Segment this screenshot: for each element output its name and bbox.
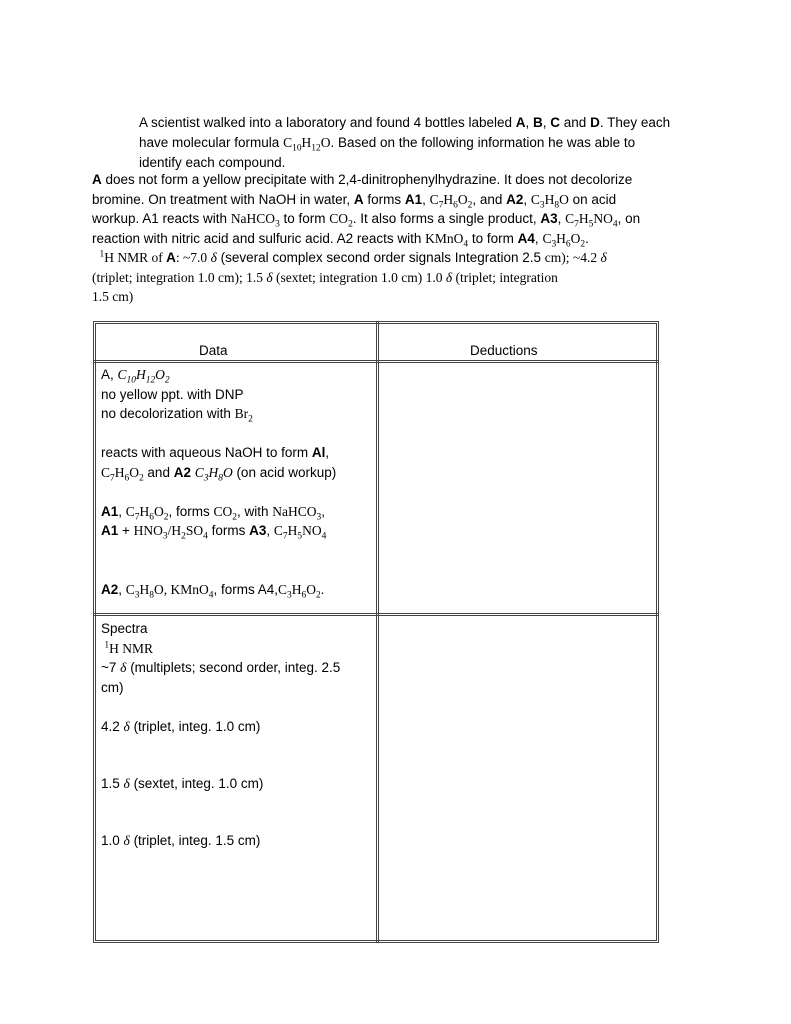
signal-4-2: 4.2 δ (triplet, integ. 1.0 cm) — [101, 718, 261, 734]
paragraph-line-1: A does not form a yellow precipitate with 2,4-dinitrophenylhydrazine. It does not decolorize — [92, 172, 633, 187]
intro-line-3: identify each compound. — [139, 155, 286, 170]
a1-nahco3: A1, $C_7H_6O_2$, forms $CO_2$, with NaHCO$_3$, — [101, 503, 325, 523]
signal-1-5: 1.5 δ (sextet, integ. 1.0 cm) — [101, 775, 264, 791]
problem-paragraph — [92, 170, 712, 307]
a1-nitration: $A1 + HNO_3/H_2SO_4$ forms A3, $C_7H_5NO_4$ — [101, 523, 327, 542]
signal-7-cont: cm) — [101, 679, 124, 695]
column-header-data: Data — [199, 343, 228, 358]
compound-a-formula: A, $C_{10}H_{12}O_2$ — [101, 367, 170, 386]
intro-line-1: A scientist walked into a laboratory and found 4 bottles labeled A, B, C and D. They each — [139, 115, 671, 130]
paragraph-line-5: $^1$H NMR of A: ~7.0 δ (several complex second order signals Integration 2.5 cm); ~4.2 δ — [99, 249, 607, 265]
naoh-products: $C_7H_6O_2$ and A2 $C_3H_8O$ (on acid workup) — [101, 464, 337, 484]
column-header-deductions: Deductions — [470, 343, 538, 358]
signal-1-0: 1.0 δ (triplet, integ. 1.5 cm) — [101, 832, 261, 848]
no-decolorization: no decolorization with $Br_2$ — [101, 406, 253, 425]
signal-7: ~7 δ (multiplets; second order, integ. 2.5 — [101, 660, 341, 675]
paragraph-line-3: workup. A1 reacts with NaHCO$_3$ to form $CO_2$. It also forms a single product, A3, $C_7H_5NO_4$, on — [92, 211, 641, 230]
table-column-divider — [376, 321, 379, 943]
spectra-label: Spectra — [101, 621, 148, 636]
intro-line-2: have molecular formula $C_{10}H_{12}O$. Based on the following information he was able to — [139, 135, 636, 154]
paragraph-line-2: bromine. On treatment with NaOH in water, A forms A1, $C_7H_6O_2$, and A2, $C_3H_8O$ on acid — [92, 191, 617, 211]
data-cell-compound-a — [101, 365, 371, 599]
data-cell-spectra — [101, 619, 371, 850]
intro-paragraph — [139, 113, 709, 173]
a2-oxidation: A2, $C_3H_8O$, KMnO$_4$, forms $A4,C_3H_6O_2$. — [101, 581, 325, 601]
paragraph-line-7: 1.5 cm) — [92, 289, 134, 304]
paragraph-line-4: reaction with nitric acid and sulfuric acid. A2 reacts with KMnO$_4$ to form A4, $C_3H_6O_2$. — [92, 230, 589, 250]
naoh-reaction: reacts with aqueous NaOH to form Al, — [101, 445, 330, 460]
table-row-divider — [93, 613, 659, 616]
paragraph-line-6: (triplet; integration 1.0 cm); 1.5 δ (sextet; integration 1.0 cm) 1.0 δ (triplet; integration — [92, 269, 558, 285]
table-header-divider — [93, 360, 659, 363]
hnmr-label: $^1$H NMR — [104, 640, 153, 656]
no-yellow-ppt: no yellow ppt. with DNP — [101, 386, 244, 402]
